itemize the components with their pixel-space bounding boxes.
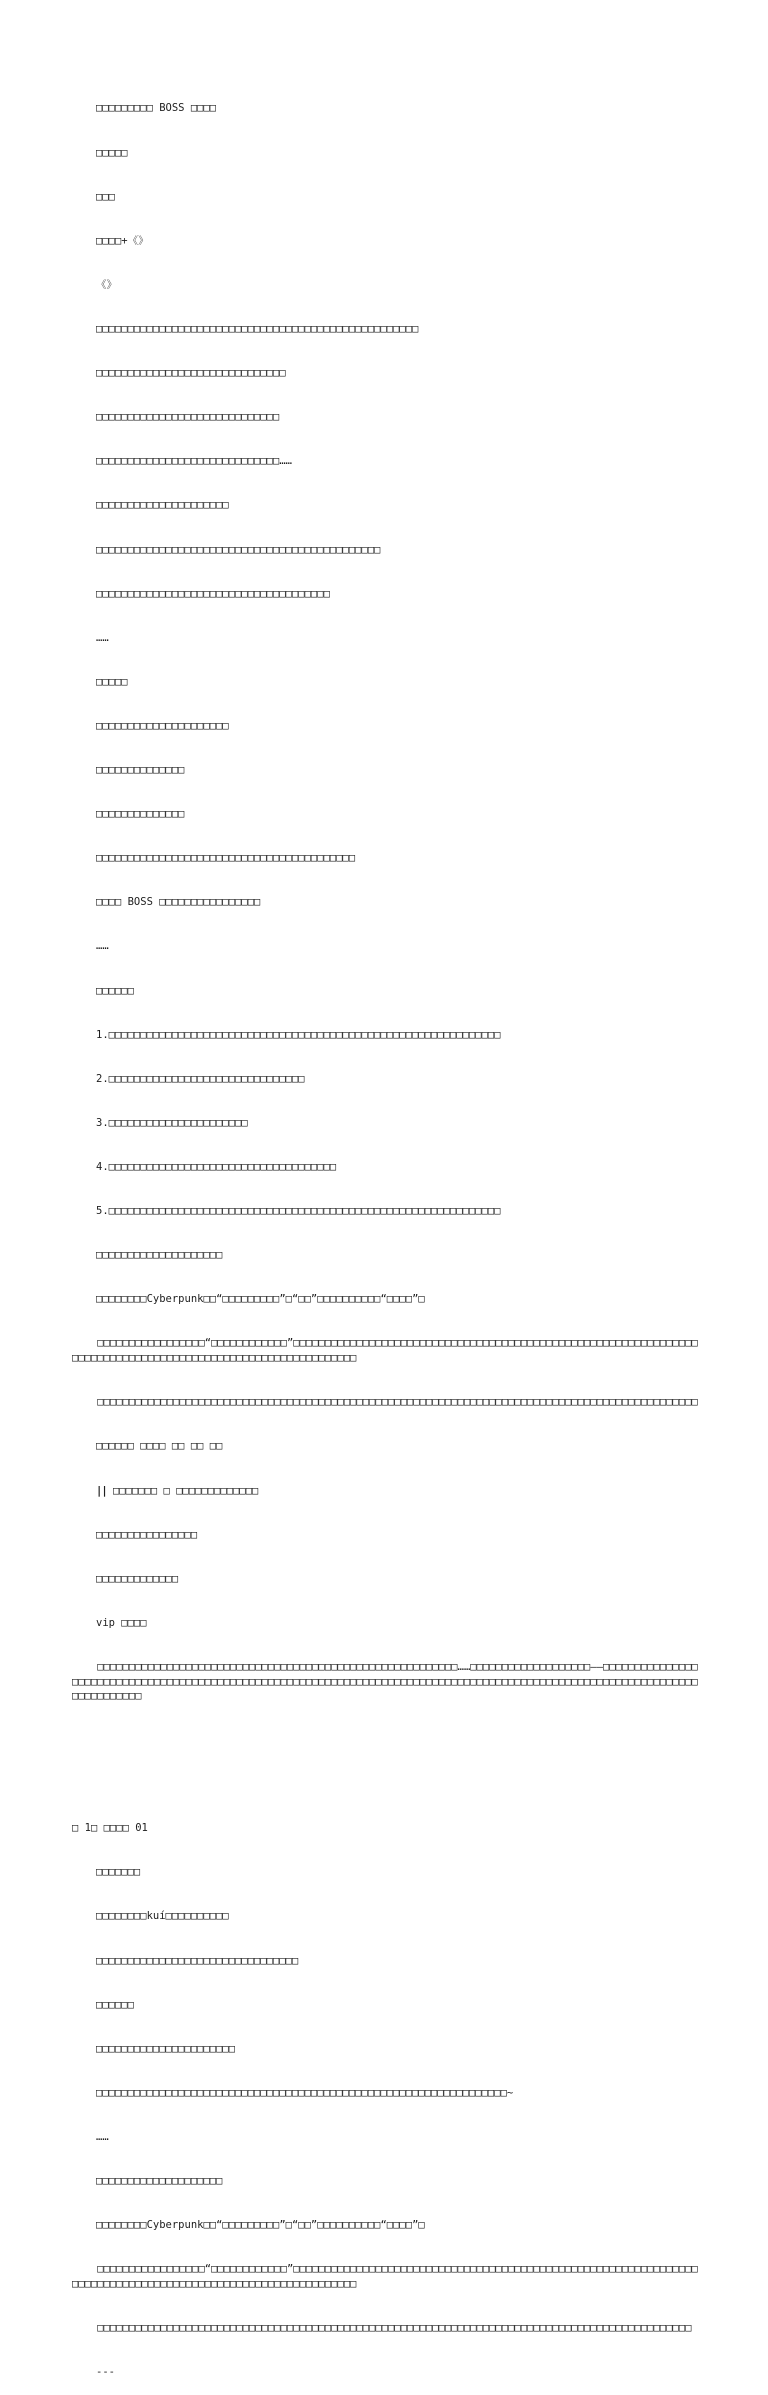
text-line: □□□□ BOSS □□□□□□□□□□□□□□□□ bbox=[96, 896, 261, 909]
list-item: 2.□□□□□□□□□□□□□□□□□□□□□□□□□□□□□□□ bbox=[96, 1072, 305, 1085]
text-line: □□□□□□□□□□□□□□□□□□□□□□□□□□□□□□□□□□□□□□□□□□□□□□□□□□□□□□□□□□□□□□□□□~ bbox=[96, 2086, 514, 2099]
paragraph-text: □□□□□□□□□□□□□□□□□“□□□□□□□□□□□□”□□□□□□□□□□□□□□□□□□□□□□□□□□□□□□□□□□□□□□□□□□□□□□□□□□□□□□□□□□□□□□□□□□□□□□□□□□□□□□□□□□□□□□□□□□□□□□□□□□□□□□□□□□□□□ bbox=[72, 1337, 698, 1365]
text-line: □□□□□□□□□□□□□□□□□□□□ bbox=[96, 2175, 223, 2188]
text-line: …… bbox=[96, 2131, 109, 2144]
text-line: □□□□□□ bbox=[96, 1998, 134, 2011]
text-line: □□□□□□□□□□□□□□□□□□□□□□□□□□□□□□□□ bbox=[96, 1954, 299, 1967]
text-line: □□□□□□ □□□□ □□ □□ □□ bbox=[96, 1440, 223, 1453]
text-line: □□□□□□□□□ BOSS □□□□ bbox=[96, 102, 217, 115]
text-line: □□□□□□□□Cyberpunk□□“□□□□□□□□□”□“□□”□□□□□□□□□□“□□□□”□ bbox=[96, 2219, 425, 2232]
text-line-rest: □□□□□□□ □ □□□□□□□□□□□□□ bbox=[106, 1484, 259, 1497]
text-line: □□□□□□□□□□□□□ bbox=[96, 1572, 179, 1585]
text-line: □□□□□□□□□□□□□□□□□□□□ bbox=[96, 1249, 223, 1262]
list-item: 3.□□□□□□□□□□□□□□□□□□□□□□ bbox=[96, 1116, 248, 1129]
text-line: □□□□□ bbox=[96, 146, 128, 159]
paragraph bbox=[72, 1336, 698, 1365]
paragraph bbox=[72, 1660, 698, 1704]
paragraph-text: □□□□□□□□□□□□□□□□□□□□□□□□□□□□□□□□□□□□□□□□□□□□□□□□□□□□□□□□□……□□□□□□□□□□□□□□□□□□□——□□□□□□□□□□□□□□□□□□□□□□□□□□□□□□□□□□□□□□□□□□□□□□□□□□□□□□□□□□□□□□□□□□□□□□□□□□□□□□□□□□□□□□□□□□□□□□□□□□□□□□□□□□□□□□□□□□□□□□□□□□□□□ bbox=[72, 1660, 698, 1703]
paragraph bbox=[72, 2321, 698, 2336]
text-line: □□□□□ bbox=[96, 675, 128, 688]
text-line: □□□□□□□□□□□□□□□□□□□□□□□□□□□□□□□□□□□□□□□□□ bbox=[96, 852, 356, 865]
bars-glyph: || bbox=[96, 1484, 107, 1497]
text-line: □□□□□□□□□□□□□□□□□□□□□□□□□□□□□ bbox=[96, 411, 280, 424]
text-line: □□□□□□□□kuí□□□□□□□□□□ bbox=[96, 1910, 229, 1923]
text-line: □□□□□□□□□□□□□□□□□□□□□ bbox=[96, 499, 229, 512]
text-line bbox=[72, 1484, 698, 1499]
chapter-heading: □ 1□ □□□□ 01 bbox=[72, 1822, 148, 1835]
paragraph-text: □□□□□□□□□□□□□□□□□□□□□□□□□□□□□□□□□□□□□□□□□□□□□□□□□□□□□□□□□□□□□□□□□□□□□□□□□□□□□□□□□□□□□□□□□□□□□□□ bbox=[97, 1396, 698, 1409]
text-line: □□□□+《》 bbox=[96, 234, 149, 247]
text-line: □□□□□□□□□□□□□□□□□□□□□□□□□□□□□□□□□□□□□□□□□□□□□ bbox=[96, 543, 381, 556]
text-line: □□□□□□□□□□□□□□□□□□□□□□□□□□□□□□□□□□□□□ bbox=[96, 587, 330, 600]
text-line: □□□□□□□□□□□□□□□□□□□□□□ bbox=[96, 2042, 236, 2055]
paragraph-text: □□□□□□□□□□□□□□□□□“□□□□□□□□□□□□”□□□□□□□□□□□□□□□□□□□□□□□□□□□□□□□□□□□□□□□□□□□□□□□□□□□□□□□□□□□□□□□□□□□□□□□□□□□□□□□□□□□□□□□□□□□□□□□□□□□□□□□□□□□□□ bbox=[72, 2263, 698, 2291]
list-item: 5.□□□□□□□□□□□□□□□□□□□□□□□□□□□□□□□□□□□□□□□□□□□□□□□□□□□□□□□□□□□□□□ bbox=[96, 1205, 501, 1218]
text-line: □□□□□□□□□□□□□□ bbox=[96, 764, 185, 777]
text-line: □□□□□□□□□□□□□□ bbox=[96, 808, 185, 821]
paragraph bbox=[72, 1395, 698, 1410]
text-line: □□□ bbox=[96, 190, 115, 203]
text-line: …… bbox=[96, 940, 109, 953]
section-gap bbox=[72, 1748, 698, 1777]
paragraph-text: □□□□□□□□□□□□□□□□□□□□□□□□□□□□□□□□□□□□□□□□□□□□□□□□□□□□□□□□□□□□□□□□□□□□□□□□□□□□□□□□□□□□□□□□□□□□□□ bbox=[97, 2322, 692, 2335]
text-line: …… bbox=[96, 631, 109, 644]
text-line: □□□□□□□□□□□□□□□□□□□□□□□□□□□□□…… bbox=[96, 455, 292, 468]
text-line: □□□□□□□□□□□□□□□□ bbox=[96, 1528, 198, 1541]
text-line: □□□□□□□□□□□□□□□□□□□□□□□□□□□□□□ bbox=[96, 367, 286, 380]
text-line: vip □□□□ bbox=[96, 1616, 147, 1629]
divider-text: --- bbox=[96, 2366, 115, 2379]
text-line: 《》 bbox=[96, 278, 117, 291]
text-line: □□□□□□□□□□□□□□□□□□□□□□□□□□□□□□□□□□□□□□□□□□□□□□□□□□□ bbox=[96, 322, 419, 335]
text-line: □□□□□□□□□□□□□□□□□□□□□ bbox=[96, 719, 229, 732]
document-body bbox=[72, 72, 698, 2395]
text-line: □□□□□□□ bbox=[96, 1866, 141, 1879]
list-item: 1.□□□□□□□□□□□□□□□□□□□□□□□□□□□□□□□□□□□□□□□□□□□□□□□□□□□□□□□□□□□□□□ bbox=[96, 1028, 501, 1041]
list-item: 4.□□□□□□□□□□□□□□□□□□□□□□□□□□□□□□□□□□□□ bbox=[96, 1161, 337, 1174]
text-line: □□□□□□□□Cyberpunk□□“□□□□□□□□□”□“□□”□□□□□□□□□□“□□□□”□ bbox=[96, 1293, 425, 1306]
text-line: □□□□□□ bbox=[96, 984, 134, 997]
paragraph bbox=[72, 2262, 698, 2291]
